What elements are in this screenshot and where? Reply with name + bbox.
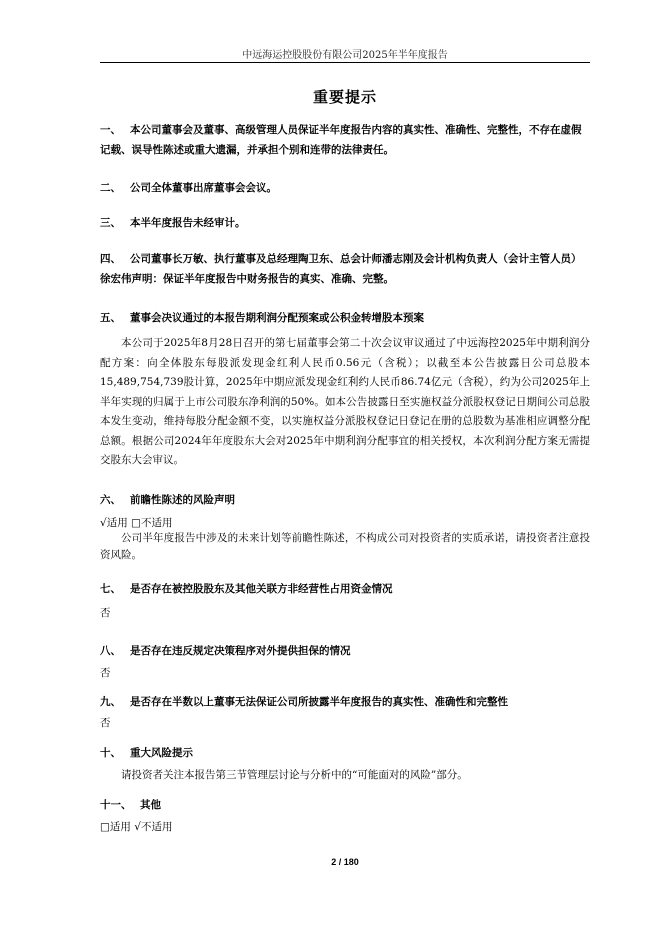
section-number: 一、 xyxy=(100,124,121,136)
section-text: 公司全体董事出席董事会会议。 xyxy=(130,182,277,194)
page-header: 中远海运控股股份有限公司2025年半年度报告 xyxy=(242,50,448,61)
section-number: 五、 xyxy=(100,312,121,324)
section-text: 前瞻性陈述的风险声明 xyxy=(130,494,235,506)
section-7 xyxy=(100,579,590,599)
section-text: 董事会决议通过的本报告期利润分配预案或公积金转增股本预案 xyxy=(130,312,424,324)
answer-9: 否 xyxy=(100,717,111,729)
answer-8: 否 xyxy=(100,667,111,679)
section-3 xyxy=(100,213,590,233)
section-8 xyxy=(100,641,590,661)
section-number: 九、 xyxy=(100,696,121,708)
section-number: 二、 xyxy=(100,182,121,194)
section-text: 公司董事长万敏、执行董事及总经理陶卫东、总会计师潘志刚及会计机构负责人（会计主管人员）徐宏伟声明：保证半年度报告中财务报告的真实、准确、完整。 xyxy=(100,253,582,285)
header-rule xyxy=(100,62,590,63)
section-number: 六、 xyxy=(100,494,121,506)
section-4 xyxy=(100,249,590,289)
section-text: 是否存在违反规定决策程序对外提供担保的情况 xyxy=(130,645,351,657)
section-9 xyxy=(100,692,590,712)
section-6 xyxy=(100,490,590,510)
section-text: 是否存在半数以上董事无法保证公司所披露半年度报告的真实性、准确性和完整性 xyxy=(130,696,508,708)
section-number: 三、 xyxy=(100,217,121,229)
section-text: 其他 xyxy=(140,799,161,811)
profit-distribution-paragraph: 本公司于2025年8月28日召开的第七届董事会第二十次会议审议通过了中远海控2025年中期利润分配方案：向全体股东每股派发现金红利人民币0.56元（含税）；以截至本公告披露日公司总股本15,489,754,739股计算，2025年中期应派发现金红利约人民币86.74亿元（含税），约为公司2025年上半年实现的归属于上市公司股东净利润的50%。如本公告披露日至实施权益分派股权登记日期间公司总股本发生变动，维持每股分配金额不变，以实施权益分派股权登记日登记在册的总股数为基准相应调整分配总额。根据公司2024年年度股东大会对2025年中期利润分配事宜的相关授权，本次利润分配方案无需提交股东大会审议。 xyxy=(100,337,590,466)
risk-applicable-checkbox: √适用 □不适用 xyxy=(100,517,173,529)
section-number: 十一、 xyxy=(100,799,132,811)
section-text: 重大风险提示 xyxy=(130,747,193,759)
section-number: 十、 xyxy=(100,747,121,759)
section-1 xyxy=(100,120,590,160)
risk-statement-paragraph: 公司半年度报告中涉及的未来计划等前瞻性陈述，不构成公司对投资者的实质承诺，请投资者注意投资风险。 xyxy=(100,532,590,561)
section-5 xyxy=(100,308,590,328)
section-number: 四、 xyxy=(100,253,121,265)
page-title: 重要提示 xyxy=(312,88,377,106)
section-10 xyxy=(100,743,590,763)
section-text: 本半年度报告未经审计。 xyxy=(130,217,246,229)
section-number: 八、 xyxy=(100,645,121,657)
section-11 xyxy=(100,795,590,815)
major-risk-paragraph: 请投资者关注本报告第三节管理层讨论与分析中的“可能面对的风险”部分。 xyxy=(121,769,468,781)
section-text: 本公司董事会及董事、高级管理人员保证半年度报告内容的真实性、准确性、完整性，不存在虚假记载、误导性陈述或重大遗漏，并承担个别和连带的法律责任。 xyxy=(100,124,582,156)
section-text: 是否存在被控股股东及其他关联方非经营性占用资金情况 xyxy=(130,583,393,595)
answer-7: 否 xyxy=(100,607,111,619)
section-number: 七、 xyxy=(100,583,121,595)
page-number: 2 / 180 xyxy=(331,857,359,867)
other-applicable-checkbox: □适用 √不适用 xyxy=(100,821,173,833)
section-2 xyxy=(100,178,590,198)
